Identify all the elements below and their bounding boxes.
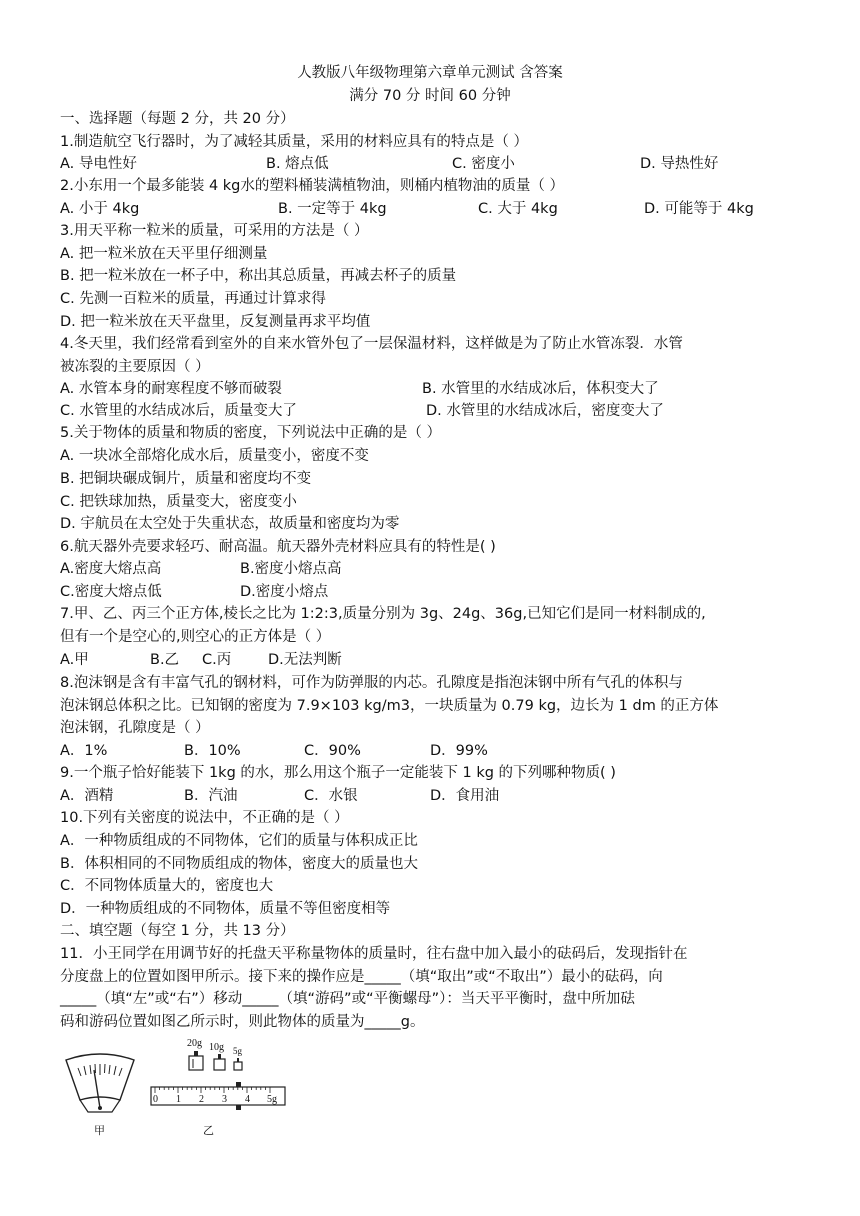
question-11-line: 码和游码位置如图乙所示时，则此物体的质量为_____g。 <box>60 1014 425 1030</box>
question-3-stem: 3.用天平称一粒米的质量，可采用的方法是（ ） <box>60 223 369 239</box>
option: C. 先测一百粒米的质量，再通过计算求得 <box>60 291 326 307</box>
option: A.甲 <box>60 652 89 668</box>
option: D. 水管里的水结成冰后，密度变大了 <box>426 403 664 419</box>
option: A．1% <box>60 743 108 759</box>
option: D．99% <box>430 743 488 759</box>
question-11-line: 分度盘上的位置如图甲所示。接下来的操作应是_____（填“取出”或“不取出”）最小的砝码，向 <box>60 969 663 985</box>
option: B.乙 <box>150 652 180 668</box>
scale-tick-label: 0 <box>153 1094 158 1105</box>
scale-tick-label: 5g <box>267 1094 277 1105</box>
figure-balance-dial <box>60 1050 140 1140</box>
option: A. 水管本身的耐寒程度不够而破裂 <box>60 381 282 397</box>
weight-label: 20g <box>187 1038 202 1049</box>
option: D. 可能等于 4kg <box>644 201 754 217</box>
section-heading-choice: 一、选择题（每题 2 分，共 20 分） <box>60 111 295 127</box>
question-2-options <box>60 198 800 220</box>
question-11-line: _____（填“左”或“右”）移动_____（填“游码”或“平衡螺母”）：当天平平衡时，盘中所加砝 <box>60 991 635 1007</box>
option: B. 熔点低 <box>266 156 329 172</box>
option: A. 小于 4kg <box>60 201 140 217</box>
option: C.丙 <box>202 652 232 668</box>
weight-10g-icon <box>214 1054 225 1070</box>
question-2-stem: 2.小东用一个最多能装 4 kg水的塑料桶装满植物油，则桶内植物油的质量（ ） <box>60 178 564 194</box>
scale-tick-label: 2 <box>199 1094 204 1105</box>
question-8-stem-cont: 泡沫钢总体积之比。已知钢的密度为 7.9×103 kg/m3，一块质量为 0.79 kg，边长为 1 dm 的正方体 <box>60 698 719 714</box>
option: B．体积相同的不同物质组成的物体，密度大的质量也大 <box>60 856 418 872</box>
scale-tick-label: 1 <box>176 1094 181 1105</box>
option: D.密度小熔点 <box>240 584 329 600</box>
rider-scale <box>151 1082 285 1110</box>
section-heading-fill: 二、填空题（每空 1 分，共 13 分） <box>60 923 295 939</box>
question-4-options-row1 <box>60 378 800 400</box>
option: A. 一块冰全部熔化成水后，质量变小，密度不变 <box>60 448 369 464</box>
question-5-stem: 5.关于物体的质量和物质的密度，下列说法中正确的是（ ） <box>60 425 441 441</box>
question-6-stem: 6.航天器外壳要求轻巧、耐高温。航天器外壳材料应具有的特性是( ) <box>60 539 496 555</box>
weight-label: 10g <box>209 1042 224 1053</box>
page-subtitle: 满分 70 分 时间 60 分钟 <box>349 88 511 104</box>
option: D. 宇航员在太空处于失重状态，故质量和密度均为零 <box>60 516 400 532</box>
option: D．一种物质组成的不同物体，质量不等但密度相等 <box>60 901 391 917</box>
option: C. 密度小 <box>452 156 515 172</box>
question-8-options <box>60 740 800 762</box>
page-title: 人教版八年级物理第六章单元测试 含答案 <box>297 65 563 81</box>
question-7-options <box>60 649 800 671</box>
option: D．食用油 <box>430 788 500 804</box>
option: A．一种物质组成的不同物体，它们的质量与体积成正比 <box>60 833 418 849</box>
scale-tick-label: 3 <box>222 1094 227 1105</box>
option: C. 大于 4kg <box>478 201 558 217</box>
option: B．10% <box>184 743 241 759</box>
question-1-options <box>60 153 800 175</box>
figure-b-caption: 乙 <box>203 1125 214 1137</box>
rider-icon <box>236 1082 241 1087</box>
option: B. 把一粒米放在一杯子中，称出其总质量，再减去杯子的质量 <box>60 268 457 284</box>
question-10-stem: 10.下列有关密度的说法中，不正确的是（ ） <box>60 810 349 826</box>
figure-weights-scale <box>145 1034 295 1138</box>
option: C．90% <box>304 743 361 759</box>
option: C. 水管里的水结成冰后，质量变大了 <box>60 403 297 419</box>
question-11-line: 11．小王同学在用调节好的托盘天平称量物体的质量时，往右盘中加入最小的砝码后，发现指针在 <box>60 946 688 962</box>
option: B．汽油 <box>184 788 238 804</box>
option: C．水银 <box>304 788 358 804</box>
option: D. 导热性好 <box>640 156 719 172</box>
weight-label: 5g <box>233 1046 242 1056</box>
question-4-stem-cont: 被冻裂的主要原因（ ） <box>60 359 210 375</box>
option: C.密度大熔点低 <box>60 584 162 600</box>
figure-a-caption: 甲 <box>94 1125 105 1137</box>
option: B.密度小熔点高 <box>240 561 342 577</box>
question-8-stem-cont2: 泡沫钢，孔隙度是（ ） <box>60 720 210 736</box>
weight-5g-icon <box>234 1058 242 1070</box>
option: A. 把一粒米放在天平里仔细测量 <box>60 246 268 262</box>
question-9-options <box>60 785 800 807</box>
option: B. 一定等于 4kg <box>278 201 387 217</box>
option: A.密度大熔点高 <box>60 561 162 577</box>
question-7-stem-cont: 但有一个是空心的,则空心的正方体是（ ） <box>60 629 331 645</box>
option: D. 把一粒米放在天平盘里，反复测量再求平均值 <box>60 314 371 330</box>
scale-tick-label: 4 <box>245 1094 250 1105</box>
question-6-options-row2 <box>60 581 800 603</box>
question-9-stem: 9.一个瓶子恰好能装下 1kg 的水，那么用这个瓶子一定能装下 1 kg 的下列哪种物质( ) <box>60 765 616 781</box>
option: A．酒精 <box>60 788 114 804</box>
question-8-stem: 8.泡沫钢是含有丰富气孔的钢材料，可作为防弹服的内芯。孔隙度是指泡沫钢中所有气孔的体积与 <box>60 675 683 691</box>
weight-20g-icon <box>189 1051 203 1070</box>
question-4-options-row2 <box>60 400 800 422</box>
option: C．不同物体质量大的，密度也大 <box>60 878 274 894</box>
question-1-stem: 1.制造航空飞行器时，为了减轻其质量，采用的材料应具有的特点是（ ） <box>60 134 528 150</box>
option: D.无法判断 <box>268 652 342 668</box>
option: B. 把铜块碾成铜片，质量和密度均不变 <box>60 471 312 487</box>
option: C. 把铁球加热，质量变大，密度变小 <box>60 494 297 510</box>
question-4-stem: 4.冬天里，我们经常看到室外的自来水管外包了一层保温材料，这样做是为了防止水管冻裂．水管 <box>60 336 683 352</box>
question-7-stem: 7.甲、乙、丙三个正方体,棱长之比为 1:2:3,质量分别为 3g、24g、36g,已知它们是同一材料制成的, <box>60 606 706 622</box>
question-6-options-row1 <box>60 558 800 580</box>
option: A. 导电性好 <box>60 156 137 172</box>
option: B. 水管里的水结成冰后，体积变大了 <box>422 381 659 397</box>
